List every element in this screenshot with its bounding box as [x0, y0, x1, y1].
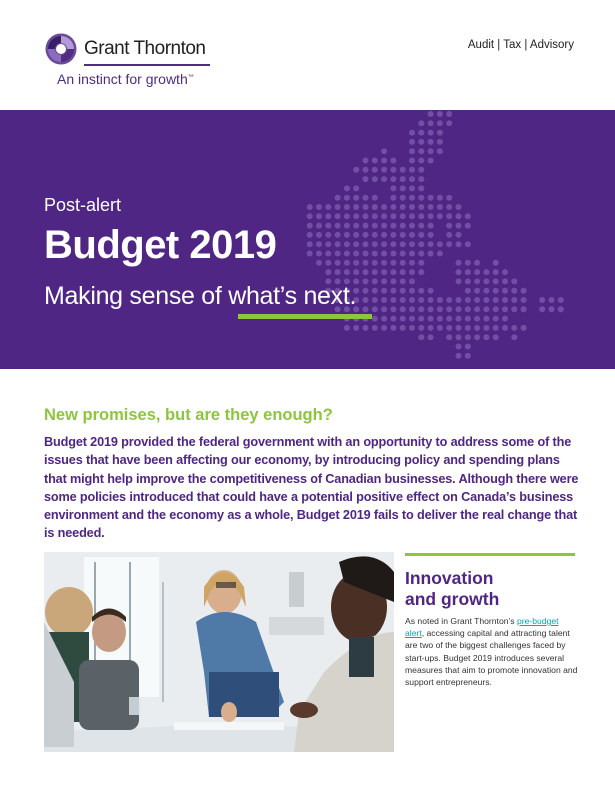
intro-heading: New promises, but are they enough? — [44, 406, 333, 424]
sidebar-divider — [405, 553, 575, 556]
sidebar-title-line1: Innovation — [405, 568, 494, 588]
page-header — [0, 0, 615, 110]
grant-thornton-swirl-icon — [45, 33, 77, 65]
hero-title: Budget 2019 — [44, 223, 277, 267]
hero-banner — [0, 110, 615, 369]
logo-tagline — [57, 71, 194, 87]
sidebar-body-prefix: As noted in Grant Thornton’s — [405, 616, 517, 626]
sidebar-body-suffix: , accessing capital and attracting talent are two of the biggest challenges faced by start-ups. Budget 2019 introduces several measures that aim to promote innovation and support entrepreneurs. — [405, 628, 578, 688]
pre-budget-alert-link[interactable]: pre-budget alert — [405, 616, 559, 639]
sidebar-title-line2: and growth — [405, 589, 500, 609]
hero-subtitle: Making sense of what’s next. — [44, 282, 357, 310]
services-list: Audit | Tax | Advisory — [467, 39, 574, 51]
meeting-photo — [44, 552, 394, 752]
hero-accent-bar — [238, 314, 372, 319]
sidebar-title — [405, 568, 499, 610]
tagline-text: An instinct for growth — [57, 71, 188, 87]
meeting-photo-illustration — [44, 552, 394, 752]
logo-divider — [84, 64, 210, 66]
hero-eyebrow: Post-alert — [44, 195, 122, 215]
trademark-symbol: ™ — [187, 74, 194, 81]
intro-body: Budget 2019 provided the federal government with an opportunity to address some of the issues that have been affecting our economy, by introducing policy and spending plans that might help improve the competitiveness of Canadian businesses. Although there were some policies introduced that could have a potential positive effect on Canada’s business environment and the economy as a whole, Budget 2019 fails to deliver the real change that is needed. — [44, 435, 579, 541]
sidebar-body — [405, 615, 580, 688]
grant-thornton-logo[interactable] — [45, 33, 225, 93]
logo-wordmark: Grant Thornton — [84, 38, 206, 59]
